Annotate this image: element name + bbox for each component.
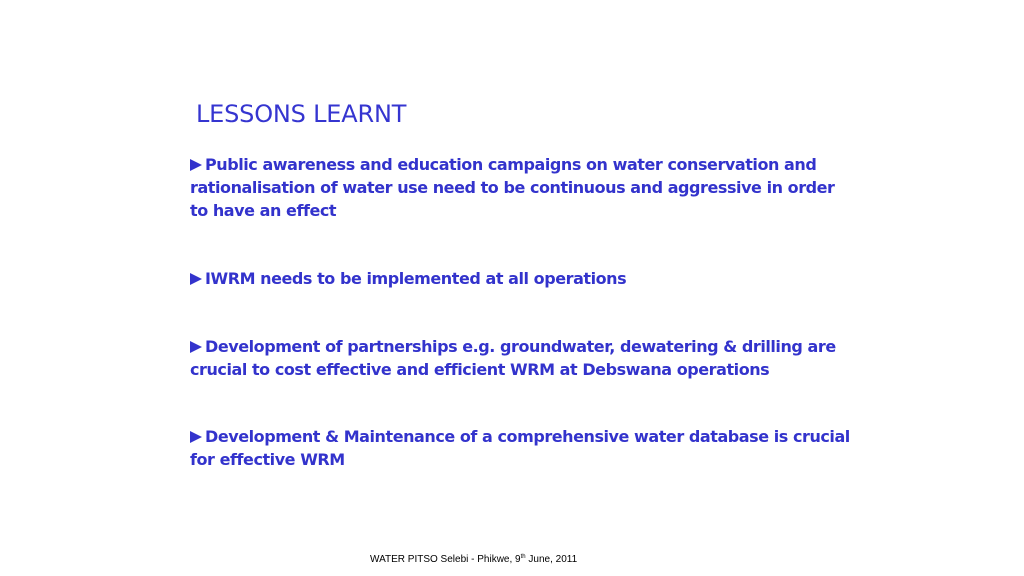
arrow-right-icon [190, 159, 202, 171]
footer-suffix: June, 2011 [525, 554, 578, 565]
bullet-text: Public awareness and education campaigns on water conservation and rationalisation of water use need to be continuous and aggressive in order to have an effect [190, 155, 835, 220]
bullet-item [190, 267, 626, 290]
footer-prefix: WATER PITSO Selebi - Phikwe, 9 [370, 554, 521, 565]
arrow-right-icon [190, 341, 202, 353]
slide-footer [370, 553, 577, 567]
bullet-item [190, 335, 850, 381]
bullet-text: Development of partnerships e.g. groundwater, dewatering & drilling are crucial to cost effective and efficient WRM at Debswana operations [190, 337, 836, 379]
arrow-right-icon [190, 431, 202, 443]
bullet-item [190, 425, 850, 471]
slide-title: LESSONS LEARNT [196, 100, 407, 128]
footer-superscript: th [520, 554, 526, 560]
bullet-item [190, 153, 850, 222]
arrow-right-icon [190, 273, 202, 285]
bullet-text: Development & Maintenance of a comprehensive water database is crucial for effective WRM [190, 427, 850, 469]
bullet-text: IWRM needs to be implemented at all operations [205, 269, 627, 288]
